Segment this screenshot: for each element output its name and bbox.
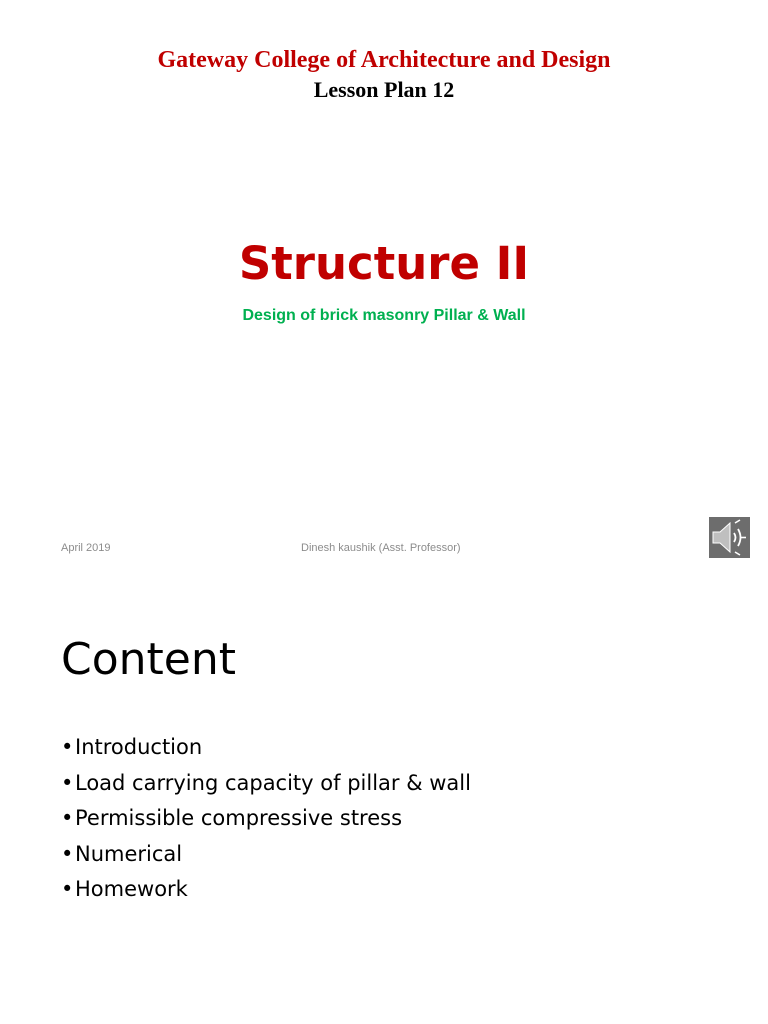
list-item xyxy=(61,730,471,766)
speaker-icon xyxy=(709,517,750,558)
content-slide xyxy=(0,576,768,1024)
list-item xyxy=(61,766,471,802)
lesson-plan-label: Lesson Plan 12 xyxy=(313,77,455,102)
slide-subtitle: Design of brick masonry Pillar & Wall xyxy=(242,307,526,324)
list-item-text: Permissible compressive stress xyxy=(75,806,403,831)
list-item xyxy=(61,801,471,837)
list-item-text: Numerical xyxy=(75,841,183,866)
list-item xyxy=(61,872,471,908)
list-item-text: Load carrying capacity of pillar & wall xyxy=(75,770,471,795)
list-item-text: Homework xyxy=(75,877,188,902)
content-list xyxy=(61,730,471,908)
bullet-icon: • xyxy=(61,770,74,795)
footer-date: April 2019 xyxy=(61,542,111,554)
list-item xyxy=(61,837,471,873)
content-heading: Content xyxy=(61,634,236,685)
bullet-icon: • xyxy=(61,735,74,759)
footer-author: Dinesh kaushik (Asst. Professor) xyxy=(301,542,461,554)
slide-title: Structure II xyxy=(238,237,530,290)
bullet-icon: • xyxy=(61,806,74,831)
bullet-icon: • xyxy=(61,841,74,866)
audio-play-button[interactable] xyxy=(709,517,750,558)
college-name: Gateway College of Architecture and Design xyxy=(157,47,611,73)
list-item-text: Introduction xyxy=(75,735,203,759)
bullet-icon: • xyxy=(61,877,74,902)
